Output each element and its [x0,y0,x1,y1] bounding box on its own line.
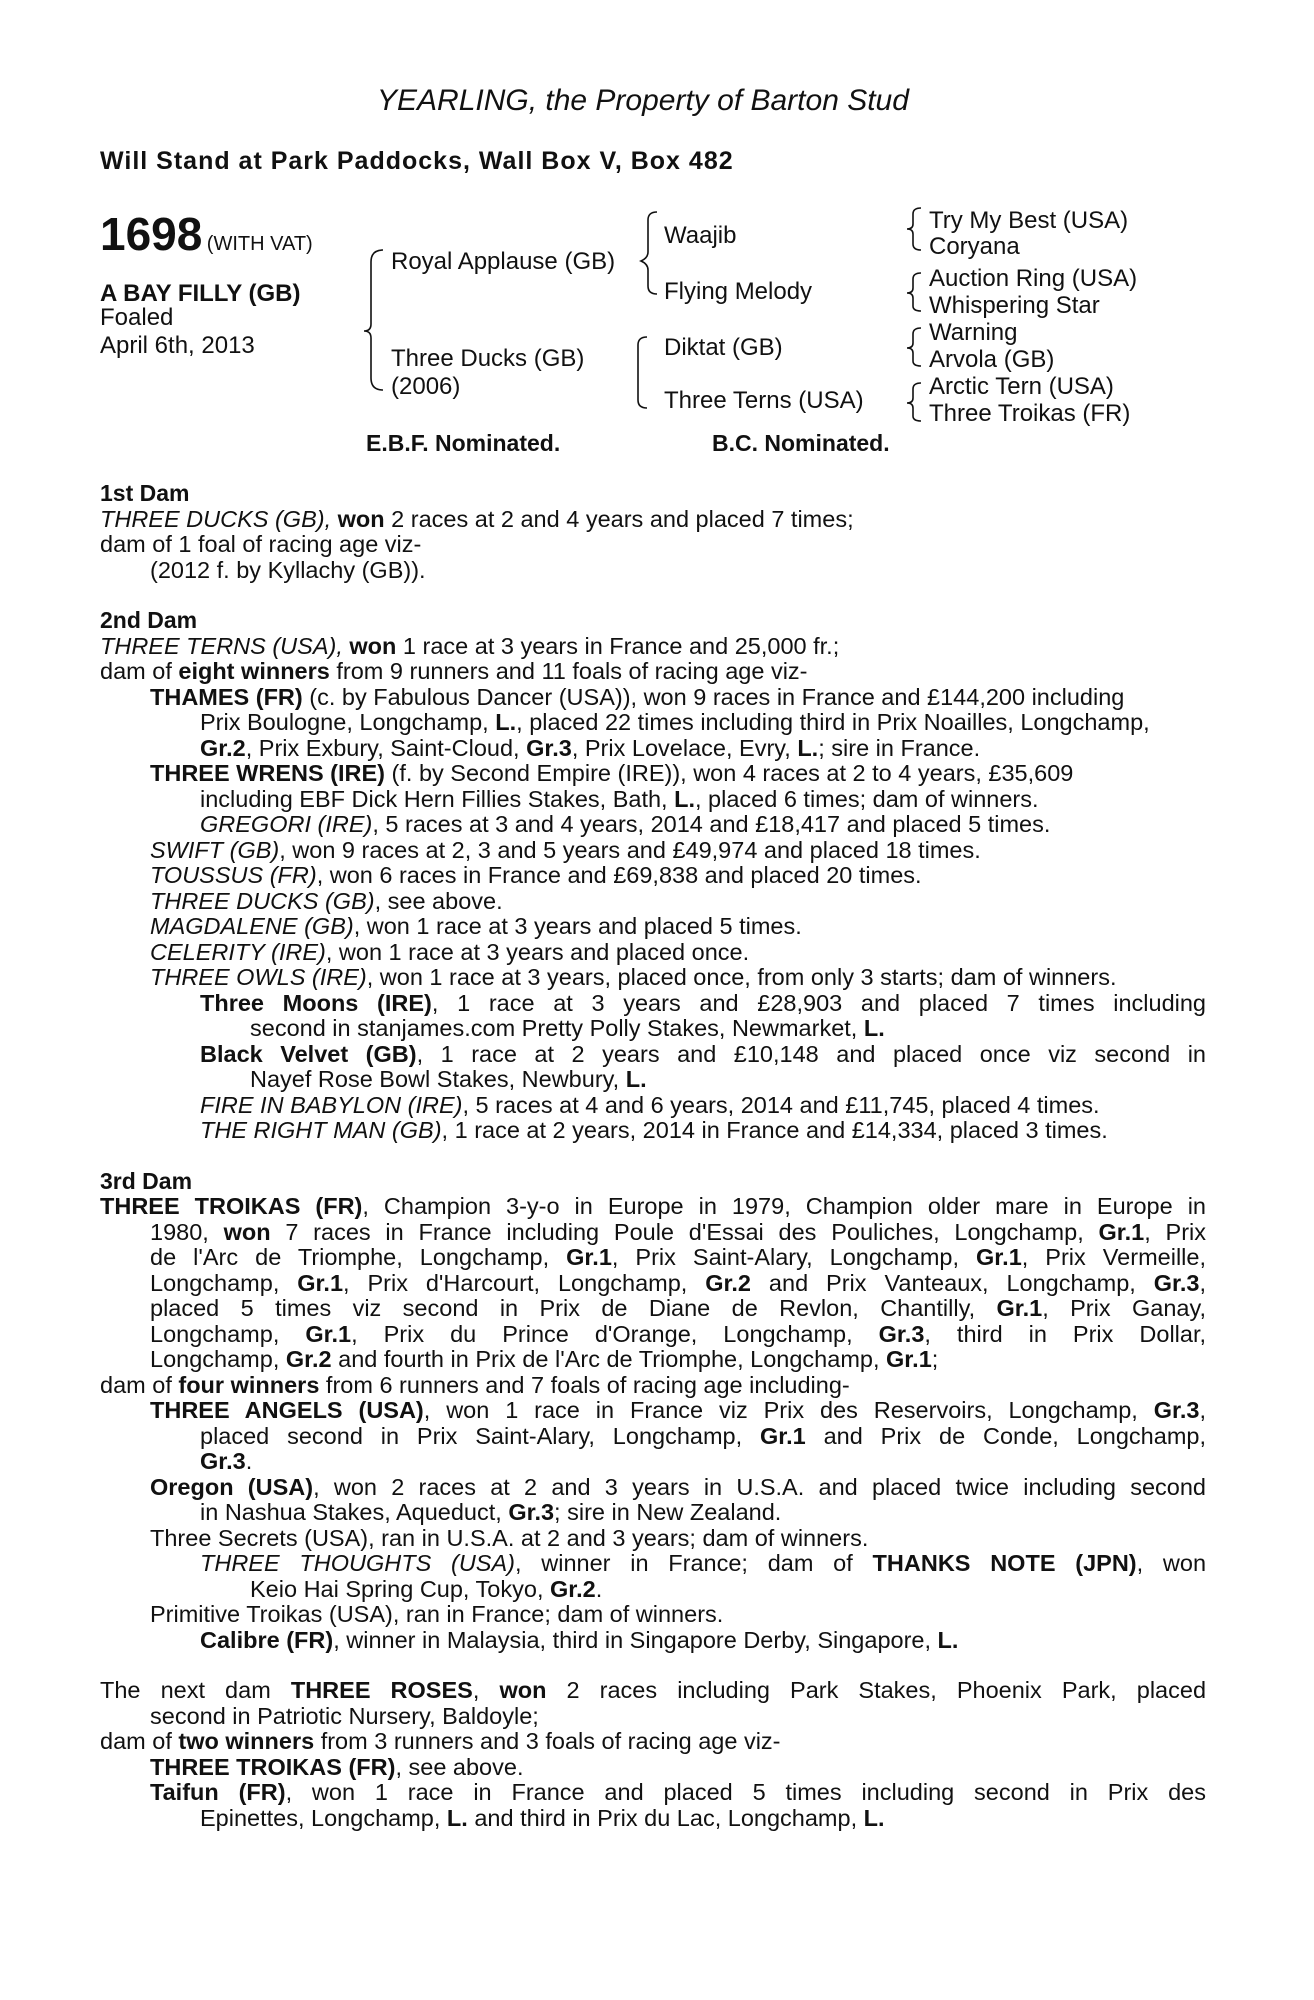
g3-dds: Arctic Tern (USA) [929,373,1114,400]
third-dam-line: THREE TROIKAS (FR), Champion 3-y-o in Europe in 1979, Champion older mare in Europe in [100,1194,1206,1219]
first-dam-line: THREE DUCKS (GB), won 2 races at 2 and 4 years and placed 7 times; [100,505,854,532]
first-dam-heading: 1st Dam [100,480,190,506]
produce-black-velvet: Black Velvet (GB), 1 race at 2 years and £10,148 and placed once viz second in [200,1041,1206,1067]
produce-primitive-troikas: Primitive Troikas (USA), ran in France; dam of winners. [150,1601,724,1627]
produce-calibre: Calibre (FR), winner in Malaysia, third in Singapore Derby, Singapore, L. [200,1626,959,1653]
g3-ssd: Coryana [929,233,1020,260]
g3-sds: Auction Ring (USA) [929,265,1138,292]
produce-oregon: Oregon (USA), won 2 races at 2 and 3 years in U.S.A. and placed twice including second [150,1474,1206,1500]
g3-ddd: Three Troikas (FR) [929,400,1131,427]
first-dam-foal: (2012 f. by Kyllachy (GB)). [150,556,426,583]
g3-sss: Try My Best (USA) [929,207,1129,234]
foaled-date: April 6th, 2013 [100,332,255,359]
produce-taifun: Taifun (FR), won 1 race in France and placed 5 times including second in Prix des [150,1780,1206,1805]
vat-label: (WITH VAT) [206,233,313,255]
ebf-nominated: E.B.F. Nominated. [366,430,561,456]
lot-number: 1698 [100,208,203,260]
produce-three-ducks: THREE DUCKS (GB), see above. [150,887,503,914]
produce-swift: SWIFT (GB), won 9 races at 2, 3 and 5 years and £49,974 and placed 18 times. [150,836,981,863]
g3-sdd: Whispering Star [929,292,1100,319]
sire: Royal Applause (GB) [391,248,616,275]
produce-three-troikas: THREE TROIKAS (FR), see above. [150,1753,524,1780]
produce-toussus: TOUSSUS (FR), won 6 races in France and £69,838 and placed 20 times. [150,862,922,888]
second-dam-heading: 2nd Dam [100,607,198,633]
second-dam-produce-intro: dam of eight winners from 9 runners and 11 foals of racing age viz- [100,658,808,684]
bc-nominated: B.C. Nominated. [712,430,890,456]
dam-year: (2006) [391,373,461,400]
produce-three-wrens: THREE WRENS (IRE) (f. by Second Empire (IRE)), won 4 races at 2 to 4 years, £35,609 [150,760,1074,786]
body-text: 1st Dam THREE DUCKS (GB), won 2 races at 2 and 4 years and placed 7 times; dam of 1 foal of racing age viz- (2012 f. by Kyllachy (GB)). 2nd Dam THREE TERNS (USA), won 1 race at 3 years in France and 25,000 fr.; dam of eight winners from 9 runners and 11 foals of racing age viz- THAMES (FR) (c. by Fabulous Dancer (USA)), won 9 races in France and £144,200 including Prix Boulogne, Longchamp, L., placed 22 times including third in Prix Noailles, Longchamp, Gr.2, Prix Exbury, Saint-Cloud, Gr.3, Prix Lovelace, Evry, L.; sire in France. THREE WRENS (IRE) (f. by Second Empire (IRE)), won 4 races at 2 to 4 years, £35,609 including EBF Dick Hern Fillies Stakes, Bath, L., placed 6 times; dam of winners. GREGORI (IRE), 5 races at 3 and 4 years, 2014 and £18,417 and placed 5 times. SWIFT (GB), won 9 races at 2, 3 and 5 years and £49,974 and placed 18 times. TOUSSUS (FR), won 6 races in France and £69,838 and placed 20 times. THREE DUCKS (GB), see above. MAGDALENE (GB), won 1 race at 3 years and placed 5 times. CELERITY (IRE), won 1 race at 3 years and placed once. THREE OWLS (IRE), won 1 race at 3 years, placed once, from only 3 starts; dam of winners. Three Moons (IRE), 1 race at 3 years and £28,903 and placed 7 times including second in stanjames.com Pretty Polly Stakes, Newmarket, L. Black Velvet (GB), 1 race at 2 years and £10,148 and placed once viz second in Nayef Rose Bowl Stakes, Newbury, L. FIRE IN BABYLON (IRE), 5 races at 4 and 6 years, 2014 and £11,745, placed 4 times. THE RIGHT MAN (GB), 1 race at 2 years, 2014 in France and £14,334, placed 3 times. 3rd Dam THREE TROIKAS (FR), Champion 3-y-o in Europe in 1979, Champion older mare in Europe in 1980, won 7 races in France including Poule d'Essai des Pouliches, Longchamp, Gr.1, Prix de l'Arc de Triomphe, Longchamp, Gr.1, Prix Saint-Alary, Longchamp, Gr.1, Prix Vermeille, Longchamp, Gr.1, Prix d'Harcourt, Longchamp, Gr.2 and Prix Vanteaux, Longchamp, Gr.3, placed 5 times viz second in Prix de Diane de Revlon, Chantilly, Gr.1, Prix Ganay, Longchamp, Gr.1, Prix du Prince d'Orange, Longchamp, Gr.3, third in Prix Dollar, Longchamp, Gr.2 and fourth in Prix de l'Arc de Triomphe, Longchamp, Gr.1; dam of four winners from 6 runners and 7 foals of racing age including- THREE ANGELS (USA), won 1 race in France viz Prix des Reservoirs, Longchamp, Gr.3, placed second in Prix Saint-Alary, Longchamp, Gr.1 and Prix de Conde, Longchamp, Gr.3. Oregon (USA), won 2 races at 2 and 3 years in U.S.A. and placed twice including second in Nashua Stakes, Aqueduct, Gr.3; sire in New Zealand. Three Secrets (USA), ran in U.S.A. at 2 and 3 years; dam of winners. THREE THOUGHTS (USA), winner in France; dam of THANKS NOTE (JPN), won Keio Hai Spring Cup, Tokyo, Gr.2. Primitive Troikas (USA), ran in France; dam of winners. Calibre (FR), winner in Malaysia, third in Singapore Derby, Singapore, L. The next dam THREE ROSES, won 2 races including Park Stakes, Phoenix Park, placed second in Patriotic Nursery, Baldoyle; dam of two winners from 3 runners and 3 foals of racing age viz- THREE TROIKAS (FR), see above. Taifun (FR), won 1 race in France and placed 5 times including second in Prix des Epinettes, Longchamp, L. and third in Prix du Lac, Longchamp, L. [100,480,1206,1831]
produce-thames: THAMES (FR) (c. by Fabulous Dancer (USA)), won 9 races in France and £144,200 including [150,683,1125,710]
produce-three-secrets: Three Secrets (USA), ran in U.S.A. at 2 and 3 years; dam of winners. [150,1524,869,1551]
catalogue-title: YEARLING, the Property of Barton Stud [377,84,909,117]
produce-magdalene: MAGDALENE (GB), won 1 race at 3 years and placed 5 times. [150,913,802,939]
stand-location: Will Stand at Park Paddocks, Wall Box V, Box 482 [100,147,734,175]
produce-three-angels: THREE ANGELS (USA), won 1 race in France viz Prix des Reservoirs, Longchamp, Gr.3, [150,1398,1206,1423]
g3-dss: Warning [929,319,1018,346]
dam-name: Three Ducks (GB) [391,345,585,372]
dam-sire: Diktat (GB) [664,334,783,361]
lot-name: A BAY FILLY (GB) [100,280,301,307]
next-dam-produce-intro: dam of two winners from 3 runners and 3 foals of racing age viz- [100,1728,781,1754]
dam-dam: Three Terns (USA) [664,387,864,414]
produce-the-right-man: THE RIGHT MAN (GB), 1 race at 2 years, 2014 in France and £14,334, placed 3 times. [200,1117,1108,1143]
first-dam-produce-intro: dam of 1 foal of racing age viz- [100,531,422,557]
produce-three-owls: THREE OWLS (IRE), won 1 race at 3 years, placed once, from only 3 starts; dam of winners. [150,964,1117,990]
produce-three-thoughts: THREE THOUGHTS (USA), winner in France; dam of THANKS NOTE (JPN), won [200,1551,1206,1576]
second-dam-line: THREE TERNS (USA), won 1 race at 3 years in France and 25,000 fr.; [100,632,840,659]
third-dam-heading: 3rd Dam [100,1167,193,1194]
sire-dam: Flying Melody [664,278,813,305]
g3-dsd: Arvola (GB) [929,346,1055,373]
foaled-label: Foaled [100,304,174,331]
next-dam-line: The next dam THREE ROSES, won 2 races including Park Stakes, Phoenix Park, placed [100,1678,1206,1703]
produce-fire-in-babylon: FIRE IN BABYLON (IRE), 5 races at 4 and 6 years, 2014 and £11,745, placed 4 times. [200,1091,1100,1118]
produce-three-moons: Three Moons (IRE), 1 race at 3 years and £28,903 and placed 7 times including [200,990,1206,1016]
produce-celerity: CELERITY (IRE), won 1 race at 3 years and placed once. [150,938,750,965]
third-dam-produce-intro: dam of four winners from 6 runners and 7 foals of racing age including- [100,1371,850,1398]
sire-sire: Waajib [664,222,737,249]
produce-gregori: GREGORI (IRE), 5 races at 3 and 4 years, 2014 and £18,417 and placed 5 times. [200,811,1051,837]
